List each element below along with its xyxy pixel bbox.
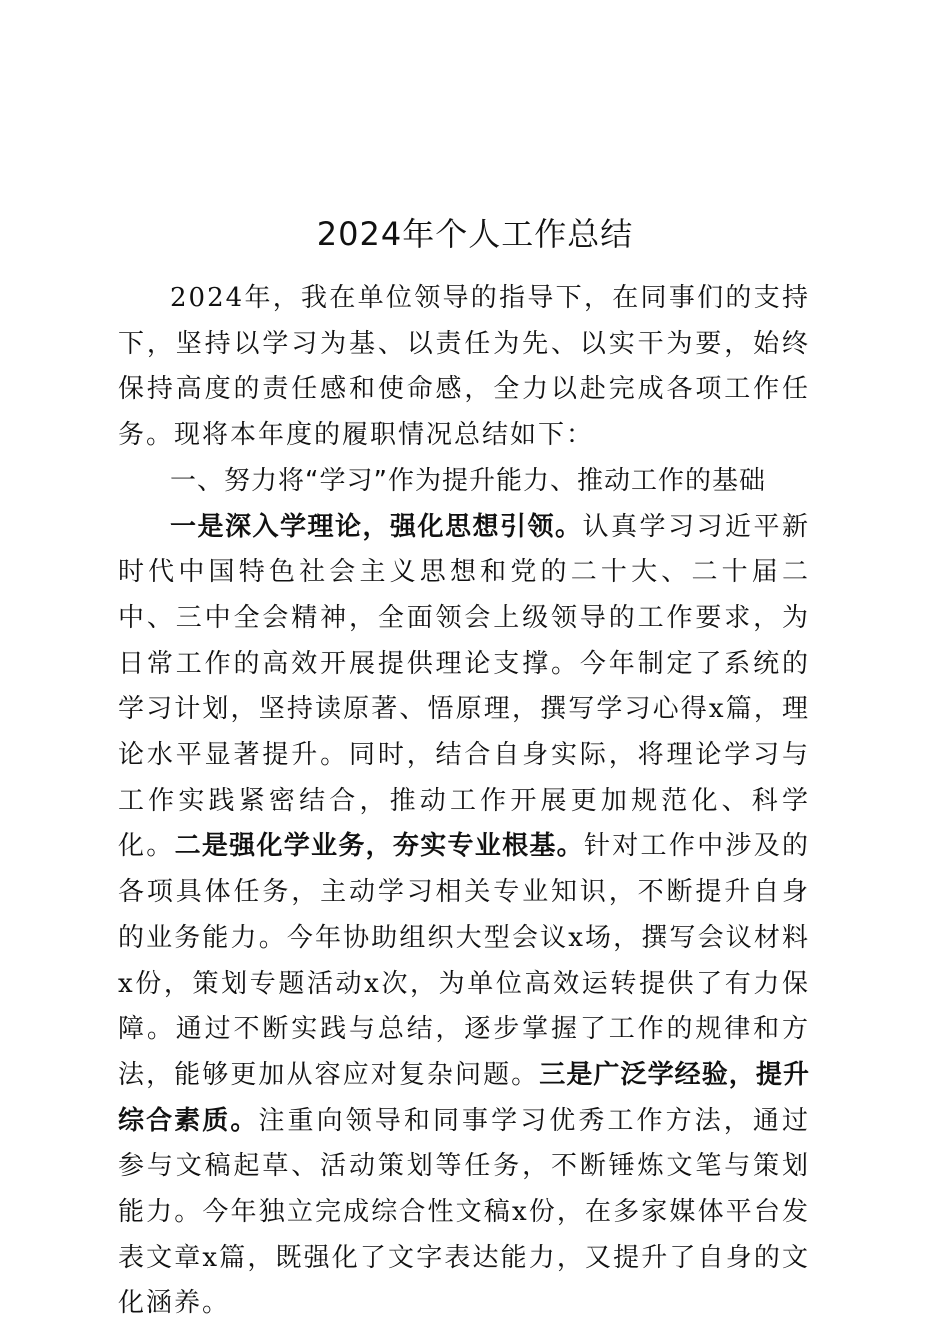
point-2-text: 针对工作中涉及的各项具体任务，主动学习相关专业知识，不断提升自身的业务能力。今年协助组织大型会议x场，撰写会议材料x份，策划专题活动x次，为单位高效运转提供了有力保障。通过不断实践与总结，逐步掌握了工作的规律和方法，能够更加从容应对复杂问题。: [118, 831, 810, 1090]
section-paragraph: [118, 505, 810, 1328]
point-1-text: 认真学习习近平新时代中国特色社会主义思想和党的二十大、二十届二中、三中全会精神，全面领会上级领导的工作要求，为日常工作的高效开展提供理论支撑。今年制定了系统的学习计划，坚持读原著、悟原理，撰写学习心得x篇，理论水平显著提升。同时，结合自身实际，将理论学习与工作实践紧密结合，推动工作开展更加规范化、科学化。: [118, 511, 810, 862]
point-1-lead: 一是深入学理论，强化思想引领。: [170, 511, 583, 542]
point-2-lead: 二是强化学业务，夯实专业根基。: [174, 831, 584, 862]
section-heading: 一、努力将“学习”作为提升能力、推动工作的基础: [170, 465, 766, 496]
point-3-text: 注重向领导和同事学习优秀工作方法，通过参与文稿起草、活动策划等任务，不断锤炼文笔与策划能力。今年独立完成综合性文稿x份，在多家媒体平台发表文章x篇，既强化了文字表达能力，又提升了自身的文化涵养。: [118, 1105, 810, 1319]
document-title: 2024年个人工作总结: [316, 215, 634, 253]
intro-paragraph: 2024年，我在单位领导的指导下，在同事们的支持下，坚持以学习为基、以责任为先、以实干为要，始终保持高度的责任感和使命感，全力以赴完成各项工作任务。现将本年度的履职情况总结如下：: [118, 283, 810, 451]
document-body: [118, 276, 810, 1327]
point-3-lead: 三是广泛学经验，提升综合素质。: [118, 1059, 810, 1136]
